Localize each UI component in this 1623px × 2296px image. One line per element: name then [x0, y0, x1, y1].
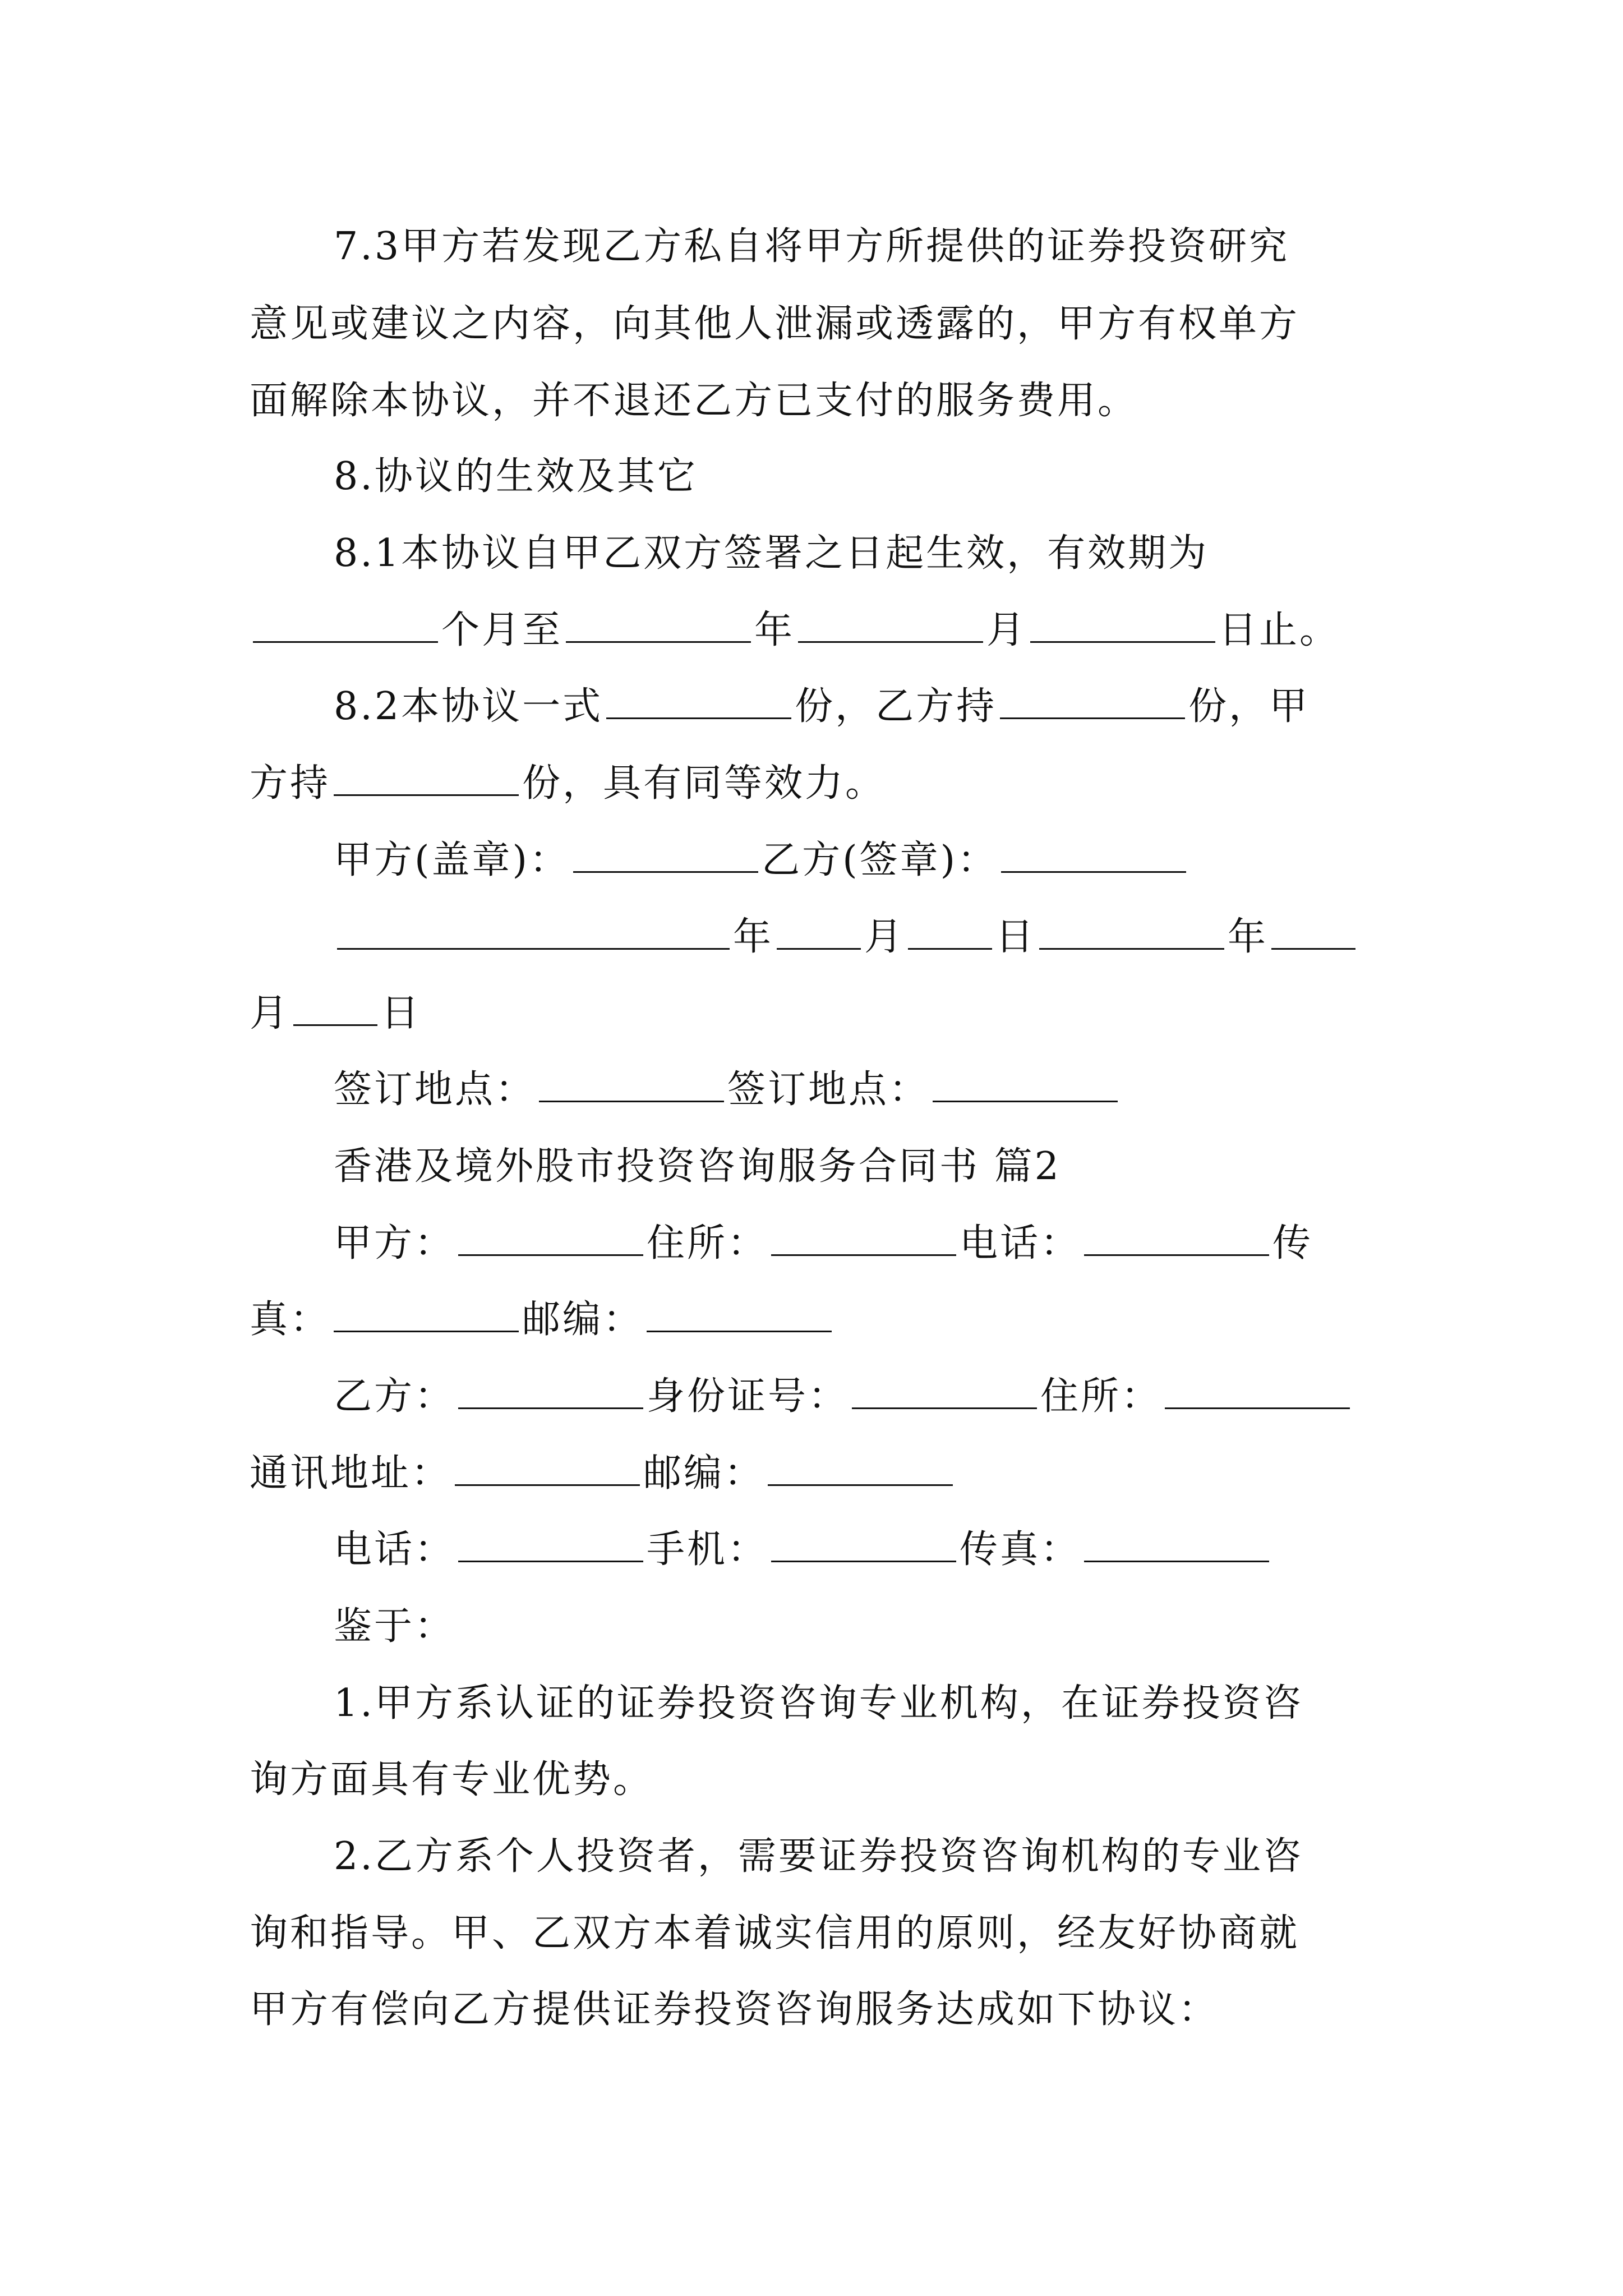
blank-field[interactable] — [1030, 608, 1215, 643]
party-a-info-line-1 — [250, 1213, 1394, 1274]
signing-place-line — [250, 1059, 1394, 1121]
blank-field[interactable] — [455, 1451, 640, 1486]
blank-field[interactable] — [337, 914, 730, 950]
text-segment: 年 — [733, 915, 774, 959]
text-segment: 电话： — [334, 1527, 455, 1572]
text-segment: 邮编： — [643, 1451, 765, 1496]
text-segment: 方持 — [250, 761, 331, 806]
date-line-2 — [250, 983, 1394, 1045]
party-b-info-line-2 — [250, 1443, 1394, 1504]
blank-field[interactable] — [566, 608, 751, 643]
whereas-heading: 鉴于： — [334, 1604, 455, 1649]
contract-title: 香港及境外股市投资咨询服务合同书 篇2 — [334, 1144, 1061, 1189]
signature-line — [250, 830, 1394, 891]
text-segment: 月 — [986, 608, 1027, 652]
signing-place-label: 签订地点： — [334, 1068, 536, 1112]
blank-field[interactable] — [334, 1297, 519, 1332]
blank-field[interactable] — [253, 608, 438, 643]
blank-field[interactable] — [1039, 914, 1224, 950]
blank-field[interactable] — [777, 914, 861, 950]
text-segment: 份，甲 — [1188, 684, 1310, 729]
text-segment: 通讯地址： — [250, 1451, 452, 1496]
text-segment: 传真： — [960, 1527, 1081, 1572]
blank-field[interactable] — [573, 838, 758, 873]
text-segment: 月 — [864, 915, 905, 959]
text-segment: 年 — [754, 608, 795, 652]
text-segment: 邮编： — [522, 1297, 644, 1342]
blank-field[interactable] — [458, 1527, 643, 1562]
blank-field[interactable] — [1001, 838, 1186, 873]
blank-field[interactable] — [458, 1374, 643, 1409]
blank-field[interactable] — [458, 1221, 643, 1256]
text-segment: 个月至 — [441, 608, 563, 652]
paragraph-7-3-line-3: 面解除本协议，并不退还乙方已支付的服务费用。 — [250, 379, 1138, 423]
blank-field[interactable] — [771, 1527, 956, 1562]
blank-field[interactable] — [852, 1374, 1037, 1409]
text-segment: 日止。 — [1219, 608, 1340, 652]
blank-field[interactable] — [606, 684, 791, 719]
text-segment: 住所： — [647, 1221, 768, 1266]
party-a-seal-label: 甲方(盖章)： — [334, 838, 570, 882]
text-segment: 份，具有同等效力。 — [522, 761, 886, 806]
blank-field[interactable] — [1084, 1221, 1269, 1256]
text-segment: 手机： — [647, 1527, 768, 1572]
party-b-sign-label: 乙方(签章)： — [762, 838, 998, 882]
text-segment: 份，乙方持 — [795, 684, 997, 729]
signing-place-label: 签订地点： — [727, 1068, 930, 1112]
text-segment: 月 — [250, 991, 291, 1036]
text-segment: 甲方： — [334, 1221, 455, 1266]
text-segment: 身份证号： — [647, 1374, 849, 1419]
blank-field[interactable] — [539, 1067, 724, 1102]
blank-field[interactable] — [293, 991, 377, 1026]
whereas-1-line-1: 1.甲方系认证的证券投资咨询专业机构，在证券投资咨 — [334, 1681, 1303, 1726]
whereas-1-line-2: 询方面具有专业优势。 — [250, 1757, 654, 1802]
text-segment: 住所： — [1040, 1374, 1162, 1419]
paragraph-8-2-line-2 — [250, 753, 1394, 815]
text-segment: 电话： — [960, 1221, 1081, 1266]
paragraph-8-1-line-2 — [250, 600, 1394, 661]
blank-field[interactable] — [1084, 1527, 1269, 1562]
whereas-2-line-3: 甲方有偿向乙方提供证券投资咨询服务达成如下协议： — [250, 1987, 1219, 2032]
party-b-info-line-1 — [250, 1366, 1394, 1428]
blank-field[interactable] — [771, 1221, 956, 1256]
paragraph-7-3-line-1: 7.3甲方若发现乙方私自将甲方所提供的证券投资研究 — [334, 224, 1290, 269]
blank-field[interactable] — [908, 914, 992, 950]
blank-field[interactable] — [1165, 1374, 1350, 1409]
text-segment: 年 — [1228, 915, 1269, 959]
blank-field[interactable] — [647, 1297, 832, 1332]
paragraph-7-3-line-2: 意见或建议之内容，向其他人泄漏或透露的，甲方有权单方 — [250, 302, 1300, 346]
text-segment: 真： — [250, 1297, 331, 1342]
text-segment: 8.2本协议一式 — [334, 684, 603, 729]
blank-field[interactable] — [768, 1451, 953, 1486]
paragraph-8-1-line-1: 8.1本协议自甲乙双方签署之日起生效，有效期为 — [334, 531, 1209, 576]
paragraph-8-2-line-1 — [250, 676, 1394, 738]
blank-field[interactable] — [334, 761, 519, 796]
blank-field[interactable] — [798, 608, 983, 643]
blank-field[interactable] — [1000, 684, 1185, 719]
whereas-2-line-1: 2.乙方系个人投资者，需要证券投资咨询机构的专业咨 — [334, 1834, 1303, 1879]
text-segment: 乙方： — [334, 1374, 455, 1419]
text-segment: 日 — [381, 991, 422, 1036]
party-a-info-line-2 — [250, 1289, 1394, 1351]
text-segment: 传 — [1272, 1221, 1313, 1266]
blank-field[interactable] — [1271, 914, 1355, 950]
text-segment: 日 — [995, 915, 1036, 959]
blank-field[interactable] — [933, 1067, 1118, 1102]
party-b-info-line-3 — [250, 1519, 1394, 1581]
section-8-title: 8.协议的生效及其它 — [334, 454, 698, 499]
whereas-2-line-2: 询和指导。甲、乙双方本着诚实信用的原则，经友好协商就 — [250, 1911, 1300, 1955]
date-line-1 — [250, 907, 1394, 968]
